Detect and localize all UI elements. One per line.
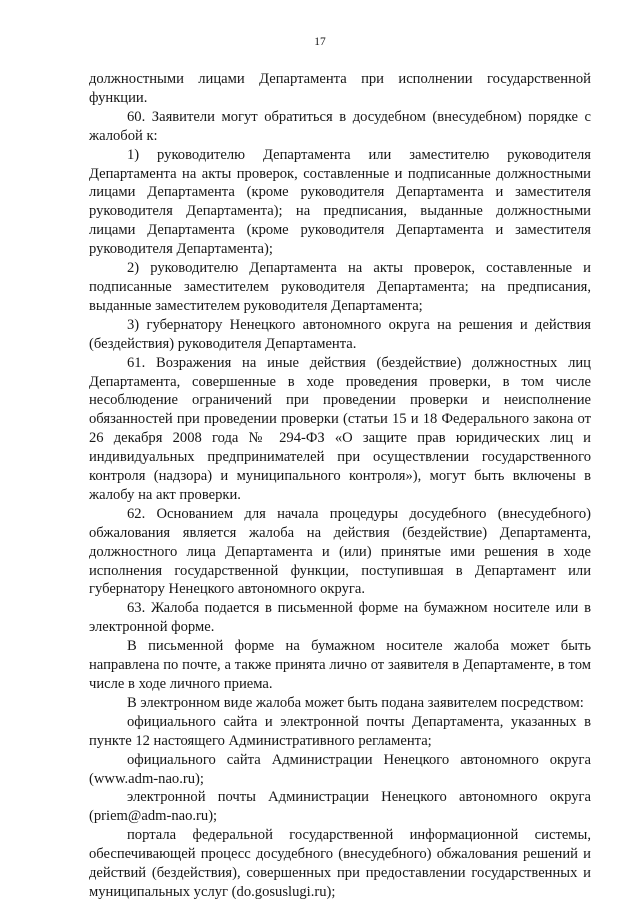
paragraph-60-item-2: 2) руководителю Департамента на акты проверок, составленные и подписанные заместителем руководителя Департамента; на предписания, выданные заместителем руководителя Департамента; xyxy=(89,260,591,314)
paragraph-62: 62. Основанием для начала процедуры досудебного (внесудебного) обжалования является жалоба на действия (бездействие) Департамента, должностного лица Департамента и (или) принятые ими решения в ходе исполнения государственной функции, поступившая в Департамент или губернатору Ненецкого автономного округа. xyxy=(89,505,591,598)
paragraph-61: 61. Возражения на иные действия (бездействие) должностных лиц Департамента, совершенные в ходе проведения проверки, в том числе несоблюдение ограничений при проведении проверки и неисполнение обязанностей при проведении проверки (статьи 15 и 18 Федерального закона от 26 декабря 2008 года № 294-ФЗ «О защите прав юридических лиц и индивидуальных предпринимателей при осуществлении государственного контроля (надзора) и муниципального контроля»), могут быть включены в жалобу на акт проверки. xyxy=(89,354,591,503)
paragraph-60-item-1: 1) руководителю Департамента или заместителю руководителя Департамента на акты проверок, составленные и подписанные должностными лицами Департамента (кроме руководителя Департамента и заместителя руководителя Департамента); на предписания, выданные должностными лицами Департамента (кроме руководителя Департамента и заместителя руководителя Департамента); xyxy=(89,146,591,258)
paragraph-60: 60. Заявители могут обратиться в досудебном (внесудебном) порядке с жалобой к: xyxy=(89,108,591,144)
paragraph-60-item-3: 3) губернатору Ненецкого автономного округа на решения и действия (бездействия) руководителя Департамента. xyxy=(89,316,591,352)
paragraph-63-paper-form: В письменной форме на бумажном носителе жалоба может быть направлена по почте, а также принята лично от заявителя в Департаменте, в том числе в ходе личного приема. xyxy=(89,638,591,692)
paragraph-63-channel-portal: портала федеральной государственной информационной системы, обеспечивающей процесс досудебного (внесудебного) обжалования решений и действий (бездействия), совершенных при предоставлении государственных и муниципальных услуг (do.gosuslugi.ru); xyxy=(89,827,591,900)
paragraph-continuation: должностными лицами Департамента при исполнении государственной функции. xyxy=(89,71,591,106)
paragraph-63-electronic-form: В электронном виде жалоба может быть подана заявителем посредством: xyxy=(127,694,584,711)
paragraph-63-channel-admin-email: электронной почты Администрации Ненецкого автономного округа (priem@adm-nao.ru); xyxy=(89,789,591,825)
page-number: 17 xyxy=(314,36,326,48)
document-body xyxy=(89,70,591,902)
paragraph-63: 63. Жалоба подается в письменной форме на бумажном носителе или в электронной форме. xyxy=(89,600,591,636)
paragraph-63-channel-department: официального сайта и электронной почты Департамента, указанных в пункте 12 настоящего Административного регламента; xyxy=(89,713,591,749)
paragraph-63-channel-admin-site: официального сайта Администрации Ненецкого автономного округа (www.adm-nao.ru); xyxy=(89,751,591,787)
